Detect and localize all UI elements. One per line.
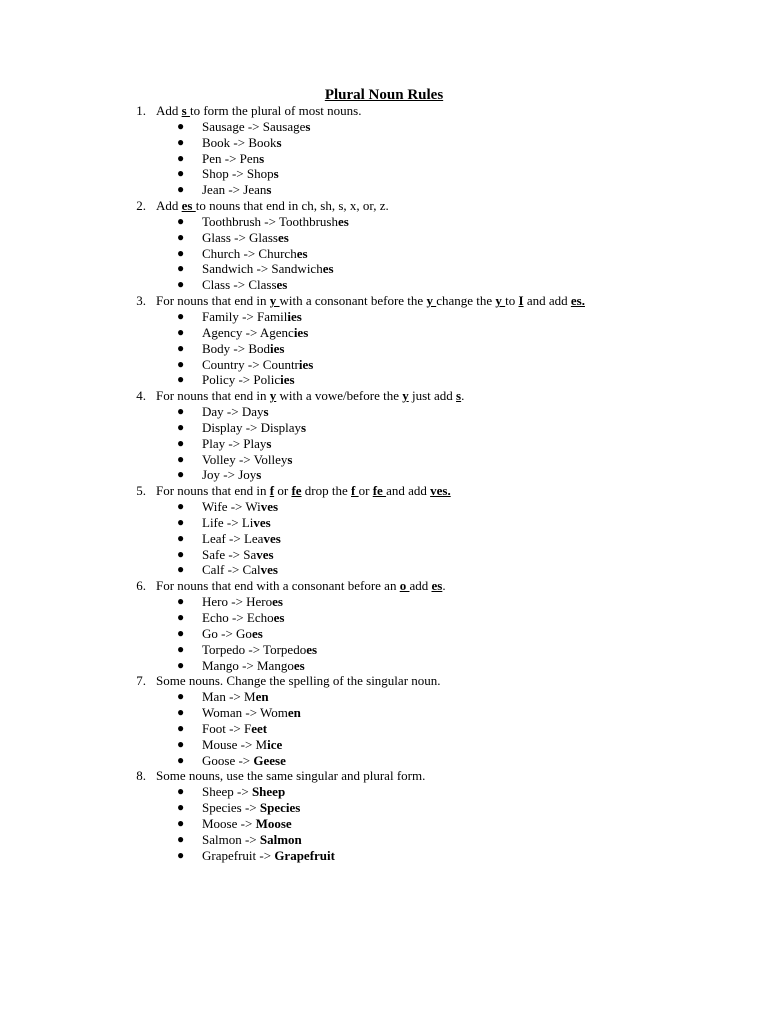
example-item [0,547,768,563]
rule-text [156,103,361,119]
plain-text: Mouse -> M [202,736,268,752]
example-item [0,325,768,341]
example-text [202,499,278,515]
emphasis-text: fe [291,483,302,499]
emphasis-text: ies [287,308,302,324]
example-text [202,166,279,182]
bullet-icon: ● [177,324,185,339]
example-text [202,848,335,864]
plain-text: Sausage -> Sausage [202,118,306,134]
example-text [202,182,271,198]
emphasis-text: ies [293,324,309,340]
rule-number: 8. [136,768,146,784]
rule-item [0,578,768,594]
emphasis-text: es [251,625,263,641]
emphasis-text: es [273,610,285,625]
emphasis-text: Sheep [251,784,286,800]
emphasis-text: y [402,388,409,404]
plain-text: Glass -> Glass [202,229,278,245]
example-item [0,452,768,468]
example-item [0,261,768,277]
example-item [0,689,768,705]
bullet-icon: ● [177,150,185,165]
example-text [202,784,285,800]
bullet-icon: ● [177,404,185,419]
plain-text: . [442,578,446,594]
emphasis-text: f [351,483,359,499]
plain-text: Torpedo -> Torpedo [202,641,307,657]
emphasis-text: ies [270,340,285,356]
plain-text: with a consonant before the [279,293,427,309]
rule-item [0,673,768,689]
emphasis-text: Moose [255,815,292,831]
plain-text: Body -> Bod [202,340,271,356]
example-text [202,230,289,246]
example-item [0,705,768,721]
rules-list [0,103,768,864]
emphasis-text: es [277,229,289,245]
emphasis-text: Species [259,800,301,816]
plain-text: Hero -> Hero [202,594,273,610]
emphasis-text: s [266,182,272,198]
example-item [0,436,768,452]
example-text [202,515,271,531]
bullet-icon: ● [177,166,185,181]
example-text [202,135,282,151]
emphasis-text: es [338,213,349,229]
bullet-icon: ● [177,118,185,133]
emphasis-text: y [269,293,280,309]
bullet-icon: ● [177,435,185,450]
emphasis-text: s [301,419,307,435]
bullet-icon: ● [177,562,185,577]
emphasis-text: s [181,103,190,118]
plain-text: Moose -> [202,815,256,831]
rule-text [156,673,441,689]
rule-text [156,388,464,404]
example-text [202,420,306,436]
example-text [202,309,302,325]
emphasis-text: es. [570,293,585,309]
emphasis-text: es [322,261,334,277]
example-text [202,658,305,674]
bullet-icon: ● [177,625,185,640]
bullet-icon: ● [177,499,185,514]
example-text [202,404,269,420]
plain-text: and add [523,293,571,309]
rule-number: 5. [136,483,146,499]
plain-text: Pen -> Pen [202,150,260,166]
page-title: Plural Noun Rules [324,87,444,103]
plain-text: For nouns that end in [156,388,270,404]
plain-text: Some nouns. Change the spelling of the singular noun. [156,673,441,689]
example-item [0,753,768,769]
bullet-icon: ● [177,451,185,466]
example-item [0,832,768,848]
plain-text: Foot -> F [202,720,252,736]
example-item [0,642,768,658]
example-item [0,594,768,610]
plain-text: Life -> Li [202,514,254,530]
example-text [202,721,267,737]
example-item [0,182,768,198]
example-item [0,230,768,246]
example-item [0,357,768,373]
emphasis-text: y [426,293,437,309]
plain-text: Country -> Countr [202,356,299,372]
rule-text [156,578,446,594]
emphasis-text: s [273,166,279,182]
example-item [0,135,768,151]
emphasis-text: I [518,293,524,309]
emphasis-text: s [305,118,311,134]
bullet-icon: ● [177,736,185,751]
plain-text: Sandwich -> Sandwich [202,261,323,277]
bullet-icon: ● [177,514,185,529]
plain-text: Goose -> [202,752,254,768]
example-text [202,816,292,832]
emphasis-text: es [181,198,196,214]
bullet-icon: ● [177,182,185,197]
plain-text: Toothbrush -> Toothbrush [202,213,338,229]
emphasis-text: eet [251,720,268,736]
rule-item [0,388,768,404]
example-item [0,372,768,388]
emphasis-text: en [287,705,301,721]
rule-text [156,198,389,214]
plain-text: Display -> Display [202,419,302,435]
emphasis-text: o [399,578,410,594]
plain-text: Leaf -> Lea [202,530,264,546]
bullet-icon: ● [177,720,185,735]
rule-number: 3. [136,293,146,309]
example-text [202,436,271,452]
example-text [202,214,349,230]
emphasis-text: s [456,388,462,404]
plain-text: Mango -> Mango [202,657,294,673]
example-item [0,119,768,135]
bullet-icon: ● [177,610,185,624]
plain-text: Joy -> Joy [202,467,257,483]
emphasis-text: es [431,578,443,594]
example-text [202,357,313,373]
plain-text: add [409,578,432,594]
plain-text: or [358,483,373,499]
emphasis-text: y [269,388,277,404]
example-item [0,816,768,832]
plain-text: For nouns that end in [156,293,270,309]
emphasis-text: en [255,689,269,705]
plain-text: to [505,293,519,309]
plain-text: Agency -> Agenc [202,324,294,340]
bullet-icon: ● [177,847,185,862]
plain-text: Grapefruit -> [202,847,275,863]
plain-text: Man -> M [202,689,256,705]
example-item [0,467,768,483]
rule-number: 1. [136,103,146,118]
bullet-icon: ● [177,308,185,323]
bullet-icon: ● [177,467,185,482]
plain-text: Calf -> Cal [202,562,261,578]
bullet-icon: ● [177,229,185,244]
example-item [0,515,768,531]
bullet-icon: ● [177,784,185,799]
bullet-icon: ● [177,419,185,434]
plain-text: Add [156,198,182,214]
emphasis-text: ves [256,546,274,562]
rule-text [156,483,451,499]
plain-text: with a vowe/before the [276,388,403,404]
plain-text: Play -> Play [202,435,267,451]
plain-text: Echo -> Echo [202,610,274,625]
example-item [0,341,768,357]
emphasis-text: s [263,404,269,420]
emphasis-text: s [276,134,282,150]
bullet-icon: ● [177,815,185,830]
emphasis-text: Grapefruit [274,847,335,863]
example-text [202,800,300,816]
bullet-icon: ● [177,261,185,276]
plain-text: Salmon -> [202,831,260,847]
example-item [0,246,768,262]
example-text [202,737,282,753]
example-item [0,784,768,800]
plain-text: For nouns that end in [156,483,270,499]
plain-text: Day -> Day [202,404,264,420]
example-text [202,562,278,578]
example-text [202,626,263,642]
bullet-icon: ● [177,831,185,846]
plain-text: just add [408,388,457,404]
example-text [202,277,287,293]
plain-text: and add [386,483,431,499]
emphasis-text: ves [253,514,271,530]
example-item [0,151,768,167]
emphasis-text: y [495,293,506,309]
emphasis-text: ves [260,499,279,515]
bullet-icon: ● [177,213,185,228]
example-item [0,499,768,515]
plain-text: Church -> Church [202,245,297,261]
example-text [202,753,286,769]
rule-number: 4. [136,388,146,404]
emphasis-text: fe [372,483,387,499]
example-item [0,626,768,642]
example-item [0,658,768,674]
emphasis-text: ies [298,356,314,372]
emphasis-text: s [266,435,272,451]
plain-text: For nouns that end with a consonant before an [156,578,400,594]
plain-text: Woman -> Wom [202,705,288,721]
bullet-icon: ● [177,800,185,815]
example-text [202,610,284,626]
example-text [202,705,301,721]
example-text [202,372,295,388]
example-item [0,277,768,293]
emphasis-text: s [287,451,293,467]
plain-text: drop the [301,483,352,499]
bullet-icon: ● [177,689,185,704]
plain-text: Class -> Class [202,277,277,293]
bullet-icon: ● [177,546,185,561]
plain-text: Wife -> Wi [202,499,261,515]
plain-text: Species -> [202,800,260,816]
emphasis-text: ves. [430,483,451,499]
plain-text: Jean -> Jean [202,182,267,198]
example-item [0,420,768,436]
plain-text: Book -> Book [202,134,277,150]
rule-item [0,483,768,499]
bullet-icon: ● [177,641,185,656]
bullet-icon: ● [177,530,185,545]
example-item [0,531,768,547]
bullet-icon: ● [177,134,185,149]
bullet-icon: ● [177,277,185,292]
example-item [0,800,768,816]
example-text [202,642,317,658]
emphasis-text: f [269,483,275,499]
emphasis-text: es [293,657,305,673]
example-item [0,214,768,230]
example-item [0,404,768,420]
example-item [0,848,768,864]
rule-item [0,293,768,309]
rule-text [156,293,585,309]
example-text [202,547,274,563]
bullet-icon: ● [177,245,185,260]
emphasis-text: es [272,594,283,610]
emphasis-text: ves [263,530,281,546]
example-item [0,721,768,737]
bullet-icon: ● [177,657,185,672]
bullet-icon: ● [177,356,185,371]
example-text [202,531,281,547]
example-text [202,341,284,357]
rule-number: 7. [136,673,146,689]
plain-text: Add [156,103,182,118]
rule-item [0,768,768,784]
bullet-icon: ● [177,752,185,767]
bullet-icon: ● [177,594,185,609]
example-item [0,562,768,578]
emphasis-text: es [296,245,308,261]
emphasis-text: Salmon [259,831,302,847]
example-text [202,261,334,277]
plain-text: to form the plural of most nouns. [189,103,362,118]
bullet-icon: ● [177,705,185,720]
plain-text: Safe -> Sa [202,546,257,562]
rule-item [0,198,768,214]
example-text [202,832,302,848]
example-text [202,467,261,483]
plain-text: Volley -> Volley [202,451,288,467]
emphasis-text: es [306,641,318,657]
example-text [202,119,310,135]
example-item [0,309,768,325]
emphasis-text: ves [260,562,278,578]
emphasis-text: Geese [253,752,286,768]
emphasis-text: ice [267,736,283,752]
example-text [202,151,264,167]
plain-text: Shop -> Shop [202,166,274,182]
example-item [0,737,768,753]
rule-item [0,103,768,119]
example-text [202,325,308,341]
plain-text: change the [436,293,496,309]
example-text [202,246,308,262]
plain-text: Sheep -> [202,784,252,800]
example-text [202,689,269,705]
emphasis-text: s [256,467,262,483]
example-text [202,452,292,468]
plain-text: to nouns that end in ch, sh, s, x, or, z. [195,198,389,214]
example-item [0,166,768,182]
rule-number: 2. [136,198,146,214]
emphasis-text: s [259,150,265,166]
plain-text: Go -> Go [202,625,252,641]
rule-number: 6. [136,578,146,594]
example-item [0,610,768,626]
plain-text: Family -> Famil [202,308,288,324]
bullet-icon: ● [177,372,185,387]
rule-text [156,768,425,784]
bullet-icon: ● [177,340,185,355]
plain-text: Some nouns, use the same singular and plural form. [156,768,426,784]
emphasis-text: ies [280,372,295,388]
plain-text: . [461,388,465,404]
plain-text: Policy -> Polic [202,372,281,388]
plain-text: or [274,483,292,499]
example-text [202,594,283,610]
emphasis-text: es [276,277,288,293]
